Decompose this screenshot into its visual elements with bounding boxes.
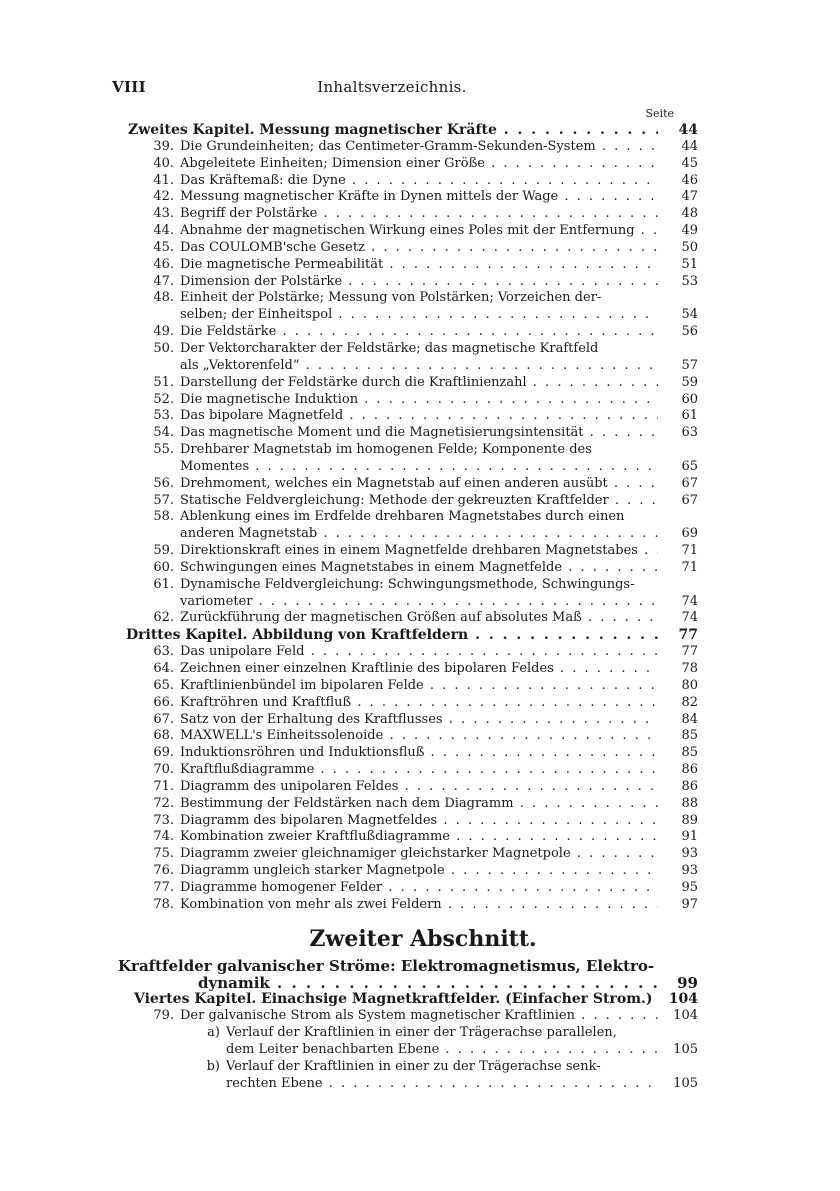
entry-title: Abgeleitete Einheiten; Dimension einer Größe . . . — [180, 156, 658, 173]
chapter-title: Viertes Kapitel. Einachsige Magnetkraftfelder. (Einfacher Strom.) — [134, 991, 653, 1008]
entry-number: 66. — [153, 694, 174, 710]
toc-entry — [108, 476, 698, 493]
entry-page: 46 — [681, 172, 698, 188]
entry-title: Zurückführung der magnetischen Größen auf absolutes Maß . . . — [180, 610, 658, 627]
entry-page: 105 — [673, 1041, 698, 1057]
entry-number: 42. — [153, 189, 174, 205]
chapter-page: 104 — [668, 991, 698, 1008]
entry-number: a) — [207, 1025, 220, 1041]
toc-entry — [108, 813, 698, 830]
entry-title: Diagramm des bipolaren Magnetfeldes . . . — [180, 813, 658, 830]
entry-title: dem Leiter benachbarten Ebene . . . — [226, 1042, 658, 1059]
entry-title: Die magnetische Induktion . . . — [180, 392, 658, 409]
entry-title: Diagramm des unipolaren Feldes . . . — [180, 779, 658, 796]
toc-entry — [108, 745, 698, 762]
entry-number: 46. — [153, 256, 174, 272]
entry-title: Die magnetische Permeabilität . . . — [180, 257, 658, 274]
entry-page: 45 — [681, 155, 698, 171]
toc-entry — [108, 829, 698, 846]
toc-entry — [108, 661, 698, 678]
entry-title: Verlauf der Kraftlinien in einer zu der Trägerachse senk- — [226, 1058, 601, 1074]
toc-entry — [108, 324, 698, 341]
entry-number: 67. — [153, 711, 174, 727]
entry-title: Dimension der Polstärke . . . — [180, 274, 658, 291]
toc-entry-continued — [108, 1042, 698, 1059]
toc-entry — [108, 610, 698, 627]
column-label-seite: Seite — [645, 107, 674, 120]
entry-title: Drehmoment, welches ein Magnetstab auf einen anderen ausübt . . . — [180, 476, 658, 493]
entry-title: Diagramm ungleich starker Magnetpole . . . — [180, 863, 658, 880]
entry-title: Zeichnen einer einzelnen Kraftlinie des bipolaren Feldes . . . — [180, 661, 658, 678]
entry-page: 82 — [681, 694, 698, 710]
part-title-line: Kraftfelder galvanischer Ströme: Elektromagnetismus, Elektro- — [118, 956, 655, 975]
entry-title: selben; der Einheitspol . . . — [180, 307, 658, 324]
entry-page: 74 — [681, 593, 698, 609]
entry-number: 63. — [153, 644, 174, 660]
entry-number: 77. — [153, 879, 174, 895]
toc-entry — [108, 762, 698, 779]
entry-title: Verlauf der Kraftlinien in einer der Trägerachse parallelen, — [226, 1025, 617, 1041]
toc-entry — [108, 728, 698, 745]
toc-entry — [108, 425, 698, 442]
entry-number: 79. — [153, 1008, 174, 1024]
entry-page: 88 — [681, 795, 698, 811]
entry-page: 85 — [681, 728, 698, 744]
toc-entry — [108, 408, 698, 425]
toc-entry — [108, 392, 698, 409]
entry-title: Statische Feldvergleichung: Methode der gekreuzten Kraftfelder . . . — [180, 493, 658, 510]
entry-page: 91 — [681, 829, 698, 845]
entry-list — [108, 1025, 698, 1092]
entry-title: Das COULOMB'sche Gesetz . . . — [180, 240, 658, 257]
toc-entry — [108, 223, 698, 240]
entry-number: 64. — [153, 661, 174, 676]
entry-title: Ablenkung eines im Erdfelde drehbaren Magnetstabes durch einen — [180, 509, 625, 525]
part-title-row — [108, 975, 698, 992]
chapter-page: 77 — [678, 627, 698, 644]
toc-entry — [108, 493, 698, 510]
chapter-title: Drittes Kapitel. Abbildung von Kraftfeldern . . . — [108, 627, 658, 644]
entry-title: Einheit der Polstärke; Messung von Polstärken; Vorzeichen der- — [180, 290, 602, 306]
entry-title: Das magnetische Moment und die Magnetisierungsintensität . . . — [180, 425, 658, 442]
toc-entry — [108, 173, 698, 190]
entry-page: 60 — [681, 391, 698, 407]
entry-page: 78 — [681, 661, 698, 676]
entry-number: 56. — [153, 475, 174, 491]
entry-number: 74. — [153, 829, 174, 845]
entry-page: 65 — [681, 458, 698, 474]
entry-page: 69 — [681, 526, 698, 542]
entry-title: Direktionskraft eines in einem Magnetfelde drehbaren Magnetstabes . . . — [180, 543, 658, 560]
entry-number: 78. — [153, 896, 174, 912]
entry-page: 50 — [681, 239, 698, 255]
entry-page: 54 — [681, 307, 698, 323]
toc-entry-continued — [108, 358, 698, 375]
toc-entry — [108, 644, 698, 661]
toc-entry — [108, 678, 698, 695]
entry-page: 84 — [681, 711, 698, 727]
toc-entry — [108, 560, 698, 577]
chapter-heading — [108, 627, 698, 644]
toc-entry — [108, 206, 698, 223]
entry-number: 43. — [153, 206, 174, 222]
entry-number: 49. — [153, 324, 174, 340]
entry-title: als „Vektorenfeld“ . . . — [180, 358, 658, 375]
entry-number: 73. — [153, 812, 174, 828]
entry-number: 59. — [153, 543, 174, 559]
page-number: VIII — [112, 78, 146, 96]
entry-number: 62. — [153, 610, 174, 626]
entry-title: Der galvanische Strom als System magnetischer Kraftlinien . . . — [180, 1008, 658, 1025]
chapter-title: Zweites Kapitel. Messung magnetischer Kräfte . . . — [108, 122, 658, 139]
part-title-line: dynamik . . . — [108, 975, 658, 992]
entry-page: 56 — [681, 324, 698, 340]
entry-number: 76. — [153, 863, 174, 879]
toc-entry — [108, 240, 698, 257]
entry-title: anderen Magnetstab . . . — [180, 526, 658, 543]
toc-entry — [108, 712, 698, 729]
entry-number: 70. — [153, 762, 174, 778]
entry-number: 51. — [153, 374, 174, 390]
toc-entry — [108, 897, 698, 914]
toc-entry — [108, 880, 698, 897]
entry-page: 44 — [681, 138, 698, 154]
toc-entry — [108, 257, 698, 274]
toc-entry — [108, 1008, 698, 1025]
entry-title: Der Vektorcharakter der Feldstärke; das magnetische Kraftfeld — [180, 340, 599, 356]
toc-entry — [108, 543, 698, 560]
entry-page: 61 — [681, 408, 698, 424]
entry-title: Drehbarer Magnetstab im homogenen Felde; Komponente des — [180, 442, 592, 458]
entry-number: 39. — [153, 138, 174, 154]
chapter-heading — [108, 122, 698, 139]
entry-title: Bestimmung der Feldstärken nach dem Diagramm . . . — [180, 796, 658, 813]
entry-number: 65. — [153, 677, 174, 693]
entry-page: 89 — [681, 812, 698, 828]
running-head — [112, 78, 672, 98]
entry-title: Dynamische Feldvergleichung: Schwingungsmethode, Schwingungs- — [180, 576, 635, 592]
entry-page: 86 — [681, 762, 698, 778]
entry-page: 104 — [673, 1008, 698, 1024]
entry-title: Induktionsröhren und Induktionsfluß . . . — [180, 745, 658, 762]
entry-number: 45. — [153, 239, 174, 255]
toc-entry — [108, 1059, 698, 1076]
entry-page: 97 — [681, 896, 698, 912]
entry-number: 71. — [153, 778, 174, 794]
toc-entry-continued — [108, 526, 698, 543]
toc-entry — [108, 290, 698, 307]
toc-entry — [108, 863, 698, 880]
entry-title: MAXWELL's Einheitssolenoide . . . — [180, 728, 658, 745]
entry-title: Diagramme homogener Felder . . . — [180, 880, 658, 897]
entry-title: Kombination von mehr als zwei Feldern . . . — [180, 897, 658, 914]
entry-number: b) — [206, 1058, 220, 1074]
entry-number: 69. — [153, 745, 174, 761]
chapter-heading — [108, 991, 698, 1008]
entry-page: 86 — [681, 778, 698, 794]
section-title: Zweiter Abschnitt. — [309, 925, 537, 952]
entry-title: Darstellung der Feldstärke durch die Kraftlinienzahl . . . — [180, 375, 658, 392]
toc-entry — [108, 341, 698, 358]
toc-entry — [108, 1025, 698, 1042]
entry-title: Momentes . . . — [180, 459, 658, 476]
entry-page: 47 — [681, 189, 698, 205]
entry-number: 52. — [153, 391, 174, 407]
entry-title: Die Feldstärke . . . — [180, 324, 658, 341]
entry-page: 48 — [681, 206, 698, 222]
entry-page: 57 — [681, 357, 698, 373]
toc-entry — [108, 156, 698, 173]
entry-number: 50. — [153, 340, 174, 356]
entry-title: Kraftlinienbündel im bipolaren Felde . . . — [180, 678, 658, 695]
entry-page: 93 — [681, 863, 698, 879]
entry-title: Messung magnetischer Kräfte in Dynen mittels der Wage . . . — [180, 189, 658, 206]
toc-entry — [108, 442, 698, 459]
part-heading — [108, 958, 698, 992]
toc-entry — [108, 846, 698, 863]
entry-title: Das bipolare Magnetfeld . . . — [180, 408, 658, 425]
entry-page: 53 — [681, 273, 698, 289]
toc-entry — [108, 779, 698, 796]
toc-entry-continued — [108, 1076, 698, 1093]
entry-title: Das Kräftemaß: die Dyne . . . — [180, 173, 658, 190]
running-title: Inhaltsverzeichnis. — [317, 78, 467, 96]
toc-entry-continued — [108, 307, 698, 324]
entry-title: Schwingungen eines Magnetstabes in einem Magnetfelde . . . — [180, 560, 658, 577]
entry-number: 44. — [153, 223, 174, 239]
entry-number: 47. — [153, 273, 174, 289]
entry-number: 60. — [153, 559, 174, 575]
entry-list — [108, 644, 698, 914]
entry-list — [108, 139, 698, 627]
entry-page: 63 — [681, 425, 698, 441]
entry-number: 58. — [153, 509, 174, 525]
entry-page: 105 — [673, 1075, 698, 1091]
entry-page: 51 — [681, 256, 698, 272]
entry-title: Diagramm zweier gleichnamiger gleichstarker Magnetpole . . . — [180, 846, 658, 863]
entry-title: variometer . . . — [180, 594, 658, 611]
entry-number: 75. — [153, 846, 174, 862]
entry-number: 53. — [153, 408, 174, 424]
entry-page: 74 — [681, 610, 698, 626]
entry-number: 72. — [153, 795, 174, 811]
table-of-contents — [108, 122, 698, 1092]
entry-title: Kraftflußdiagramme . . . — [180, 762, 658, 779]
entry-title: Kraftröhren und Kraftfluß . . . — [180, 695, 658, 712]
entry-title: Kombination zweier Kraftflußdiagramme . . . — [180, 829, 658, 846]
entry-page: 93 — [681, 846, 698, 862]
entry-number: 57. — [153, 492, 174, 508]
part-page: 99 — [677, 973, 698, 992]
toc-entry — [108, 796, 698, 813]
entry-page: 67 — [681, 475, 698, 491]
entry-number: 41. — [153, 172, 174, 188]
toc-entry — [108, 509, 698, 526]
entry-title: Die Grundeinheiten; das Centimeter-Gramm-Sekunden-System . . . — [180, 139, 658, 156]
toc-entry — [108, 139, 698, 156]
toc-entry — [108, 577, 698, 594]
entry-page: 49 — [681, 223, 698, 239]
entry-title: Abnahme der magnetischen Wirkung eines Poles mit der Entfernung . . . — [180, 223, 658, 240]
entry-number: 61. — [153, 576, 174, 592]
entry-page: 71 — [681, 559, 698, 575]
entry-page: 67 — [681, 492, 698, 508]
entry-title: rechten Ebene . . . — [226, 1076, 658, 1093]
entry-page: 80 — [681, 677, 698, 693]
toc-entry-continued — [108, 459, 698, 476]
entry-page: 95 — [681, 879, 698, 895]
entry-number: 54. — [153, 425, 174, 441]
entry-number: 48. — [153, 290, 174, 306]
entry-page: 85 — [681, 745, 698, 761]
entry-title: Begriff der Polstärke . . . — [180, 206, 658, 223]
entry-number: 55. — [153, 442, 174, 458]
toc-entry-continued — [108, 594, 698, 611]
entry-number: 68. — [153, 728, 174, 744]
entry-title: Satz von der Erhaltung des Kraftflusses . . . — [180, 712, 658, 729]
entry-title: Das unipolare Feld . . . — [180, 644, 658, 661]
entry-list — [108, 1008, 698, 1025]
toc-entry — [108, 695, 698, 712]
toc-entry — [108, 274, 698, 291]
toc-entry — [108, 375, 698, 392]
entry-page: 77 — [681, 644, 698, 660]
entry-number: 40. — [153, 155, 174, 171]
chapter-page: 44 — [678, 122, 698, 138]
entry-page: 59 — [681, 374, 698, 390]
entry-page: 71 — [681, 543, 698, 559]
toc-entry — [108, 189, 698, 206]
